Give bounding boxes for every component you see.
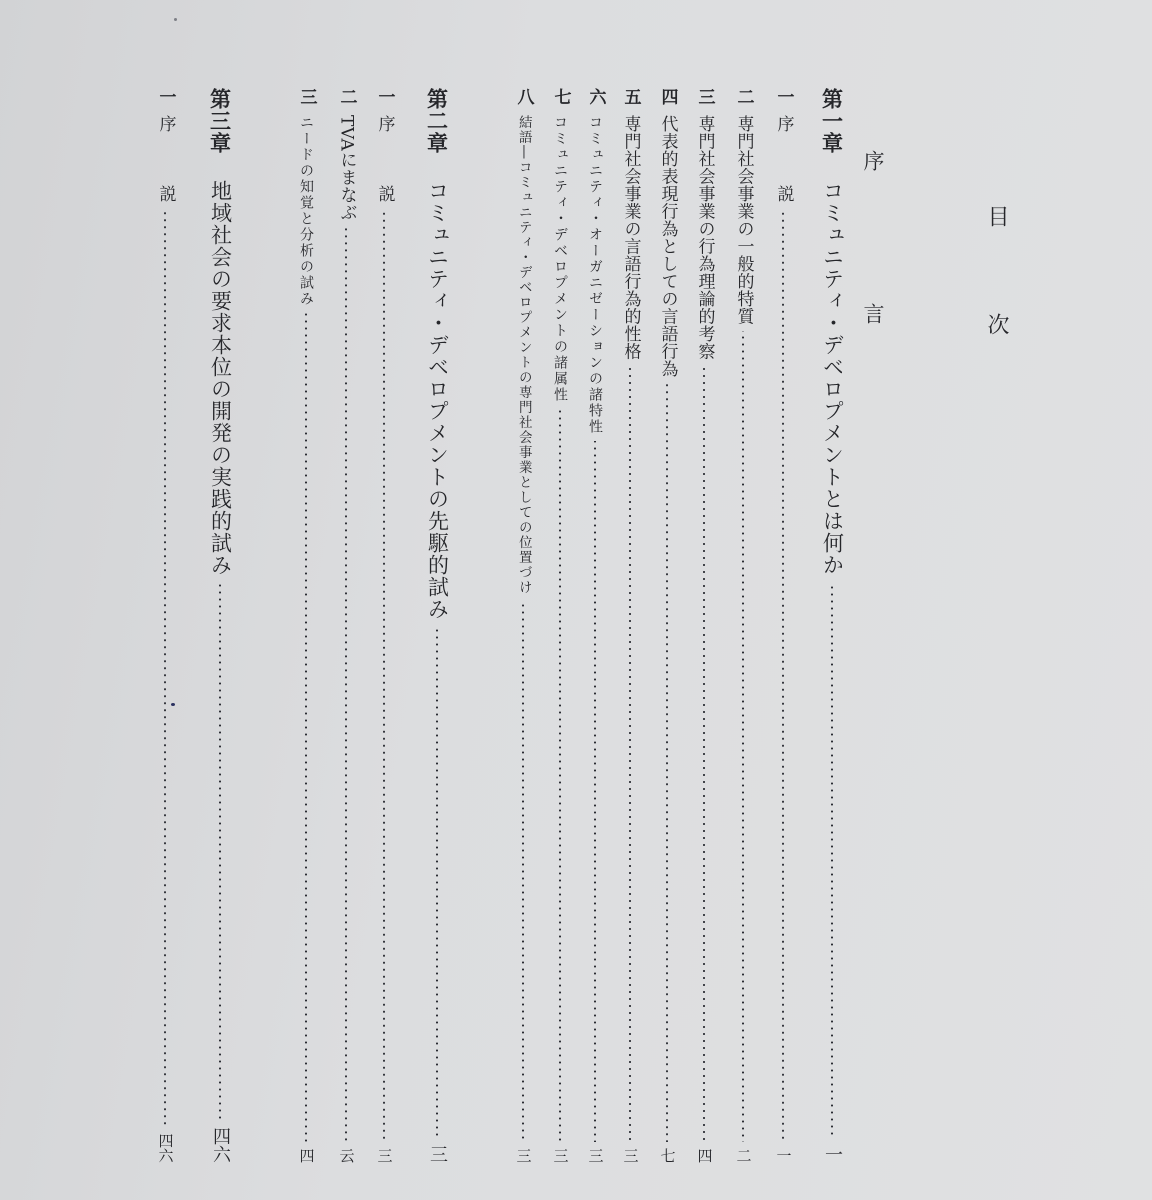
chapter-title: コミュニティ・デベロプメントの先駆的試み: [425, 180, 450, 620]
page-number: 四: [297, 1148, 316, 1163]
dot-leader: [629, 366, 631, 1142]
section-entry: [508, 88, 538, 1163]
dot-leader: [782, 209, 784, 1143]
section-number: 二: [336, 88, 357, 105]
page-number: 三: [586, 1148, 605, 1163]
chapter-title: 地域社会の要求本位の開発の実践的試み: [208, 180, 233, 576]
preface-entry: 序 言: [861, 150, 885, 354]
section-title: 序 説: [155, 115, 176, 203]
chapter-label: 第一章: [819, 88, 845, 154]
section-number: 二: [733, 88, 754, 105]
page-number: 四六: [156, 1133, 175, 1163]
section-title: 序 説: [374, 115, 395, 203]
section-title: コミュニティ・デベロプメントの諸属性: [552, 115, 568, 403]
section-number: 一: [374, 88, 395, 105]
page-number: 三: [621, 1148, 640, 1163]
section-number: 三: [694, 88, 715, 105]
section-entry: [150, 88, 180, 1163]
section-number: 八: [513, 88, 534, 105]
section-number: 一: [773, 88, 794, 105]
dot-leader: [436, 626, 438, 1139]
section-number: 五: [620, 88, 641, 105]
section-entry: [652, 88, 682, 1163]
page-number: 一: [774, 1148, 793, 1163]
section-entry: [291, 88, 321, 1163]
section-title: 代表的表現行為としての言語行為: [657, 115, 678, 378]
dot-leader: [219, 582, 221, 1121]
chapter-label: 第三章: [207, 88, 233, 154]
section-title: TVAにまなぶ: [336, 115, 357, 222]
page-number: 二: [734, 1148, 753, 1163]
section-entry: [615, 88, 645, 1163]
dot-leader: [383, 209, 385, 1143]
page-number: 三: [375, 1148, 394, 1163]
chapter-3-entry: [205, 88, 235, 1163]
section-number: 三: [296, 88, 317, 105]
paper-speck: [174, 18, 177, 21]
section-title: 結語―コミュニティ・デベロプメントの専門社会事業としての位置づけ: [515, 115, 532, 595]
section-number: 七: [550, 88, 571, 105]
section-title: 専門社会事業の言語行為的性格: [620, 115, 641, 360]
dot-leader: [594, 441, 596, 1142]
section-number: 四: [657, 88, 678, 105]
section-title: 専門社会事業の行為理論的考察: [694, 115, 715, 360]
page-number: 三: [514, 1148, 533, 1163]
chapter-2-entry: [422, 88, 452, 1163]
dot-leader: [831, 582, 833, 1139]
page-number: 一: [822, 1145, 843, 1163]
chapter-1-entry: [817, 88, 847, 1163]
section-entry: [728, 88, 758, 1163]
dot-leader: [703, 366, 705, 1142]
section-title: コミュニティ・オーガニゼーションの諸特性: [587, 115, 603, 435]
page-number: 四: [695, 1148, 714, 1163]
page-number: 四六: [210, 1127, 231, 1163]
dot-leader: [164, 209, 166, 1128]
section-title: ニードの知覚と分析の試み: [298, 115, 314, 307]
section-entry: [545, 88, 575, 1163]
page-number: 七: [658, 1148, 677, 1163]
page-number: 三: [551, 1148, 570, 1163]
toc-title: 目 次: [984, 205, 1009, 367]
dot-leader: [742, 331, 744, 1142]
dot-leader: [305, 313, 307, 1142]
page-number: 三: [427, 1145, 448, 1163]
section-title: 序 説: [773, 115, 794, 203]
chapter-label: 第二章: [424, 88, 450, 154]
section-entry: [369, 88, 399, 1163]
dot-leader: [559, 409, 561, 1142]
dot-leader: [522, 601, 524, 1142]
chapter-title: コミュニティ・デベロプメントとは何か: [820, 180, 845, 576]
section-entry: [580, 88, 610, 1163]
dot-leader: [666, 384, 668, 1143]
section-number: 一: [155, 88, 176, 105]
section-entry: [768, 88, 798, 1163]
section-entry: [689, 88, 719, 1163]
section-title: 専門社会事業の一般的特質: [733, 115, 754, 325]
dot-leader: [345, 227, 347, 1142]
section-entry: [331, 88, 361, 1163]
section-number: 六: [585, 88, 606, 105]
page-number: 云: [337, 1148, 356, 1163]
